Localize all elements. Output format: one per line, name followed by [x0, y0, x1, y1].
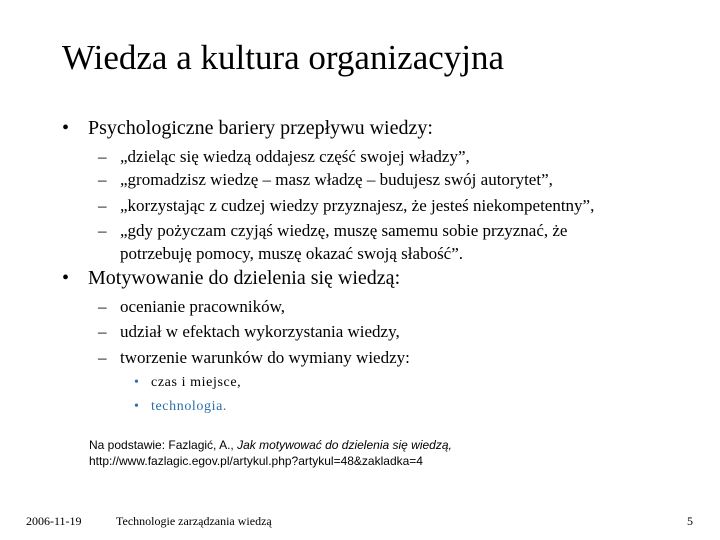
source-title: Jak motywować do dzielenia się wiedzą,: [237, 438, 452, 452]
footer-date: 2006-11-19: [26, 514, 82, 528]
sub-item-text: „gdy pożyczam czyjąś wiedzę, muszę samemu sobie przyznać, że potrzebuję pomocy, muszę okazać swoją słabość”.: [120, 221, 568, 263]
dash-marker: –: [98, 348, 107, 367]
footer-course: Technologie zarządzania wiedzą: [116, 514, 272, 528]
sub-bullet-marker: •: [134, 399, 140, 414]
source-citation: [89, 437, 649, 469]
footer-page-number: 5: [687, 514, 693, 528]
sub-sub-item-text: technologia.: [151, 399, 228, 414]
dash-marker: –: [98, 322, 107, 341]
bullet-marker: •: [62, 117, 70, 139]
sub-item-text: tworzenie warunków do wymiany wiedzy:: [120, 348, 410, 367]
source-prefix: Na podstawie: Fazlagić, A.,: [89, 438, 238, 452]
source-url: http://www.fazlagic.egov.pl/artykul.php?artykul=48&zakladka=4: [89, 454, 423, 468]
sub-item-text: „gromadzisz wiedzę – masz władzę – budujesz swój autorytet”,: [120, 170, 553, 189]
sub-item-text: udział w efektach wykorzystania wiedzy,: [120, 322, 400, 341]
bullet-heading: Psychologiczne bariery przepływu wiedzy:: [88, 117, 433, 139]
sub-item-text: „dzieląc się wiedzą oddajesz część swojej władzy”,: [120, 147, 470, 166]
dash-marker: –: [98, 170, 107, 189]
slide-title: Wiedza a kultura organizacyjna: [62, 38, 505, 77]
dash-marker: –: [98, 221, 107, 240]
sub-sub-item-text: czas i miejsce,: [151, 375, 242, 390]
bullet-marker: •: [62, 267, 70, 289]
dash-marker: –: [98, 297, 107, 316]
sub-item-text: „korzystając z cudzej wiedzy przyznajesz, że jesteś niekompetentny”,: [120, 196, 595, 215]
sub-bullet-marker: •: [134, 375, 140, 390]
bullet-heading: Motywowanie do dzielenia się wiedzą:: [88, 267, 401, 289]
dash-marker: –: [98, 196, 107, 215]
sub-item-text: ocenianie pracowników,: [120, 297, 286, 316]
dash-marker: –: [98, 147, 107, 166]
